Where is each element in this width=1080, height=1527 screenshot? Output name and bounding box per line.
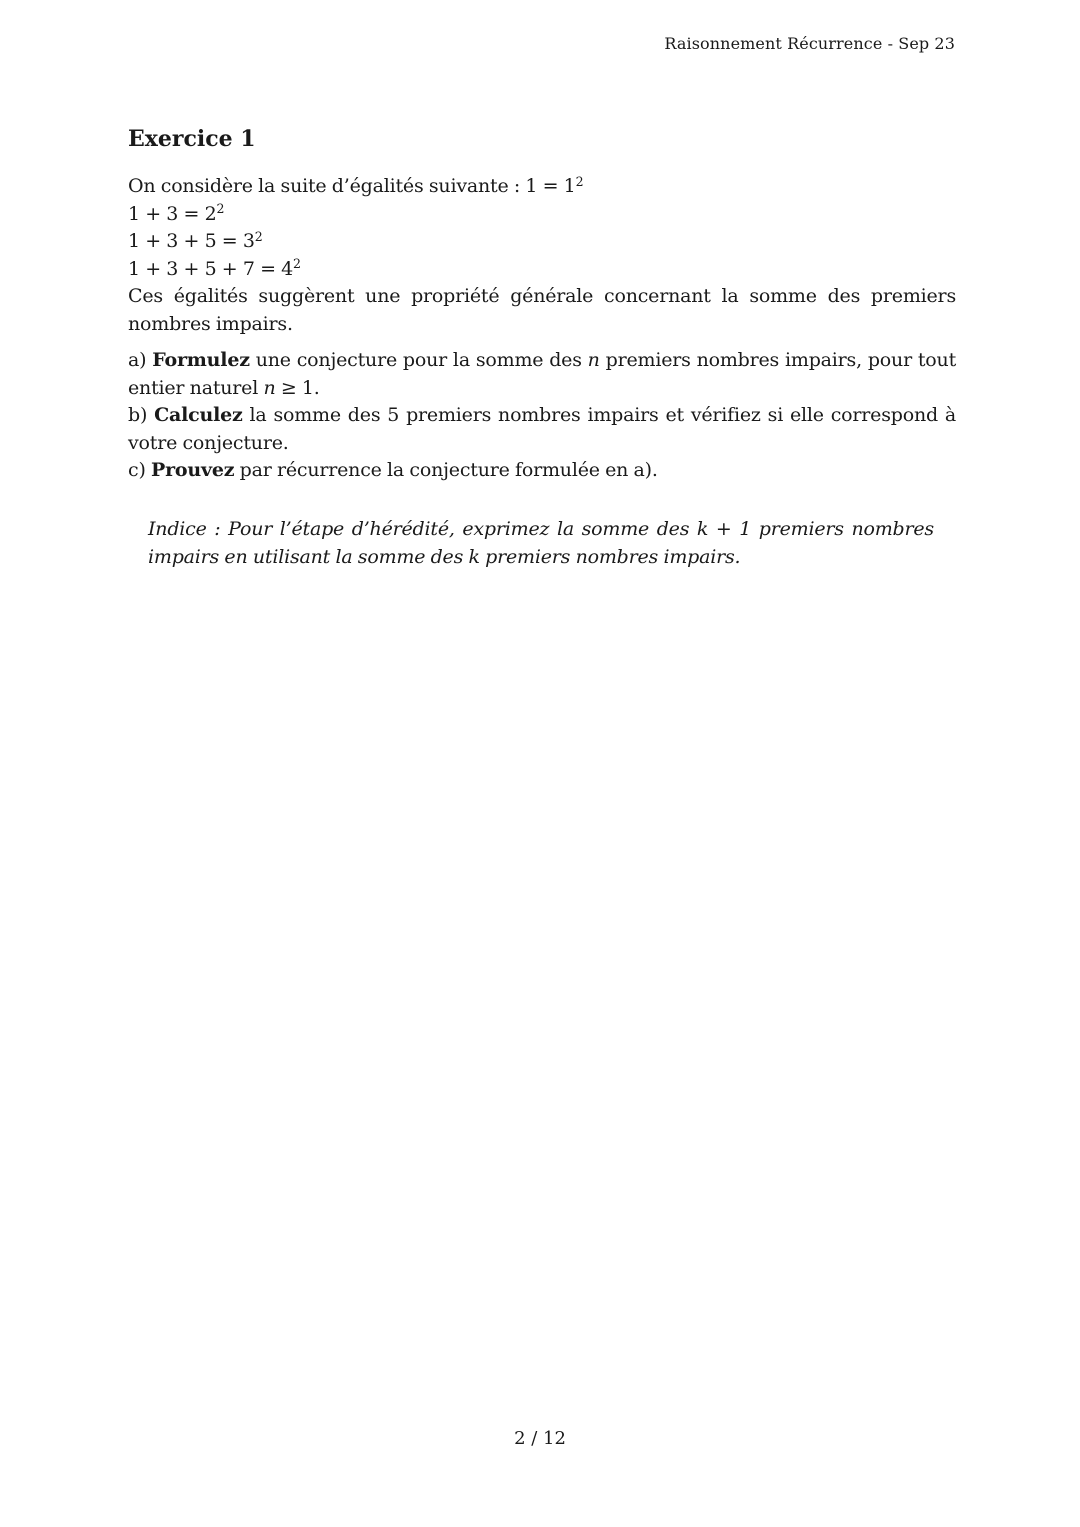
question-list — [128, 347, 956, 485]
math-var-k: k — [696, 517, 709, 540]
equality-line-4: $1 + 3 + 5 + 7 = 4^2$ — [128, 256, 301, 280]
equation-1-squared: $1 = 1^2$ — [525, 173, 584, 197]
math-var-n: n — [263, 376, 276, 399]
exercise-content — [128, 126, 956, 571]
item-prefix: a) — [128, 349, 153, 371]
hint-label: Indice : — [148, 517, 229, 540]
equality-line-2: $1 + 3 = 2^2$ — [128, 201, 225, 225]
math-var-n: n — [587, 349, 600, 371]
hint-block: Indice : Pour l’étape d’hérédité, exprimez la somme des k + 1 premiers nombres impairs en utilisant la somme des k premiers nombres impairs. — [148, 517, 934, 568]
question-item-a: a) Formulez une conjecture pour la somme des n premiers nombres impairs, pour tout entier naturel n ≥ 1. — [128, 349, 957, 399]
item-verb: Prouvez — [151, 459, 235, 481]
item-verb: Calculez — [154, 404, 243, 426]
superscript: 2 — [293, 256, 301, 272]
equality-line-3: $1 + 3 + 5 = 3^2$ — [128, 228, 263, 252]
observation-line: Ces égalités suggèrent une propriété générale concernant la somme des premiers nombres impairs. — [128, 285, 956, 335]
superscript: 2 — [216, 201, 225, 217]
superscript: 2 — [254, 228, 263, 244]
question-item-c: c) Prouvez par récurrence la conjecture formulée en a). — [128, 459, 658, 481]
question-item-b: b) Calculez la somme des 5 premiers nombres impairs et vérifiez si elle correspond à votre conjecture. — [128, 404, 956, 454]
running-header: Raisonnement Récurrence - Sep 23 — [664, 34, 955, 53]
page-number: 2 / 12 — [514, 1428, 566, 1449]
intro-line — [128, 173, 956, 201]
math-var-k: k — [468, 545, 480, 568]
intro-paragraph — [128, 173, 956, 338]
item-prefix: c) — [128, 459, 151, 481]
intro-text: On considère la suite d’égalités suivante : — [128, 175, 526, 197]
item-prefix: b) — [128, 404, 155, 426]
superscript: 2 — [575, 173, 584, 189]
item-verb: Formulez — [152, 349, 250, 371]
exercise-title: Exercice 1 — [128, 126, 256, 152]
